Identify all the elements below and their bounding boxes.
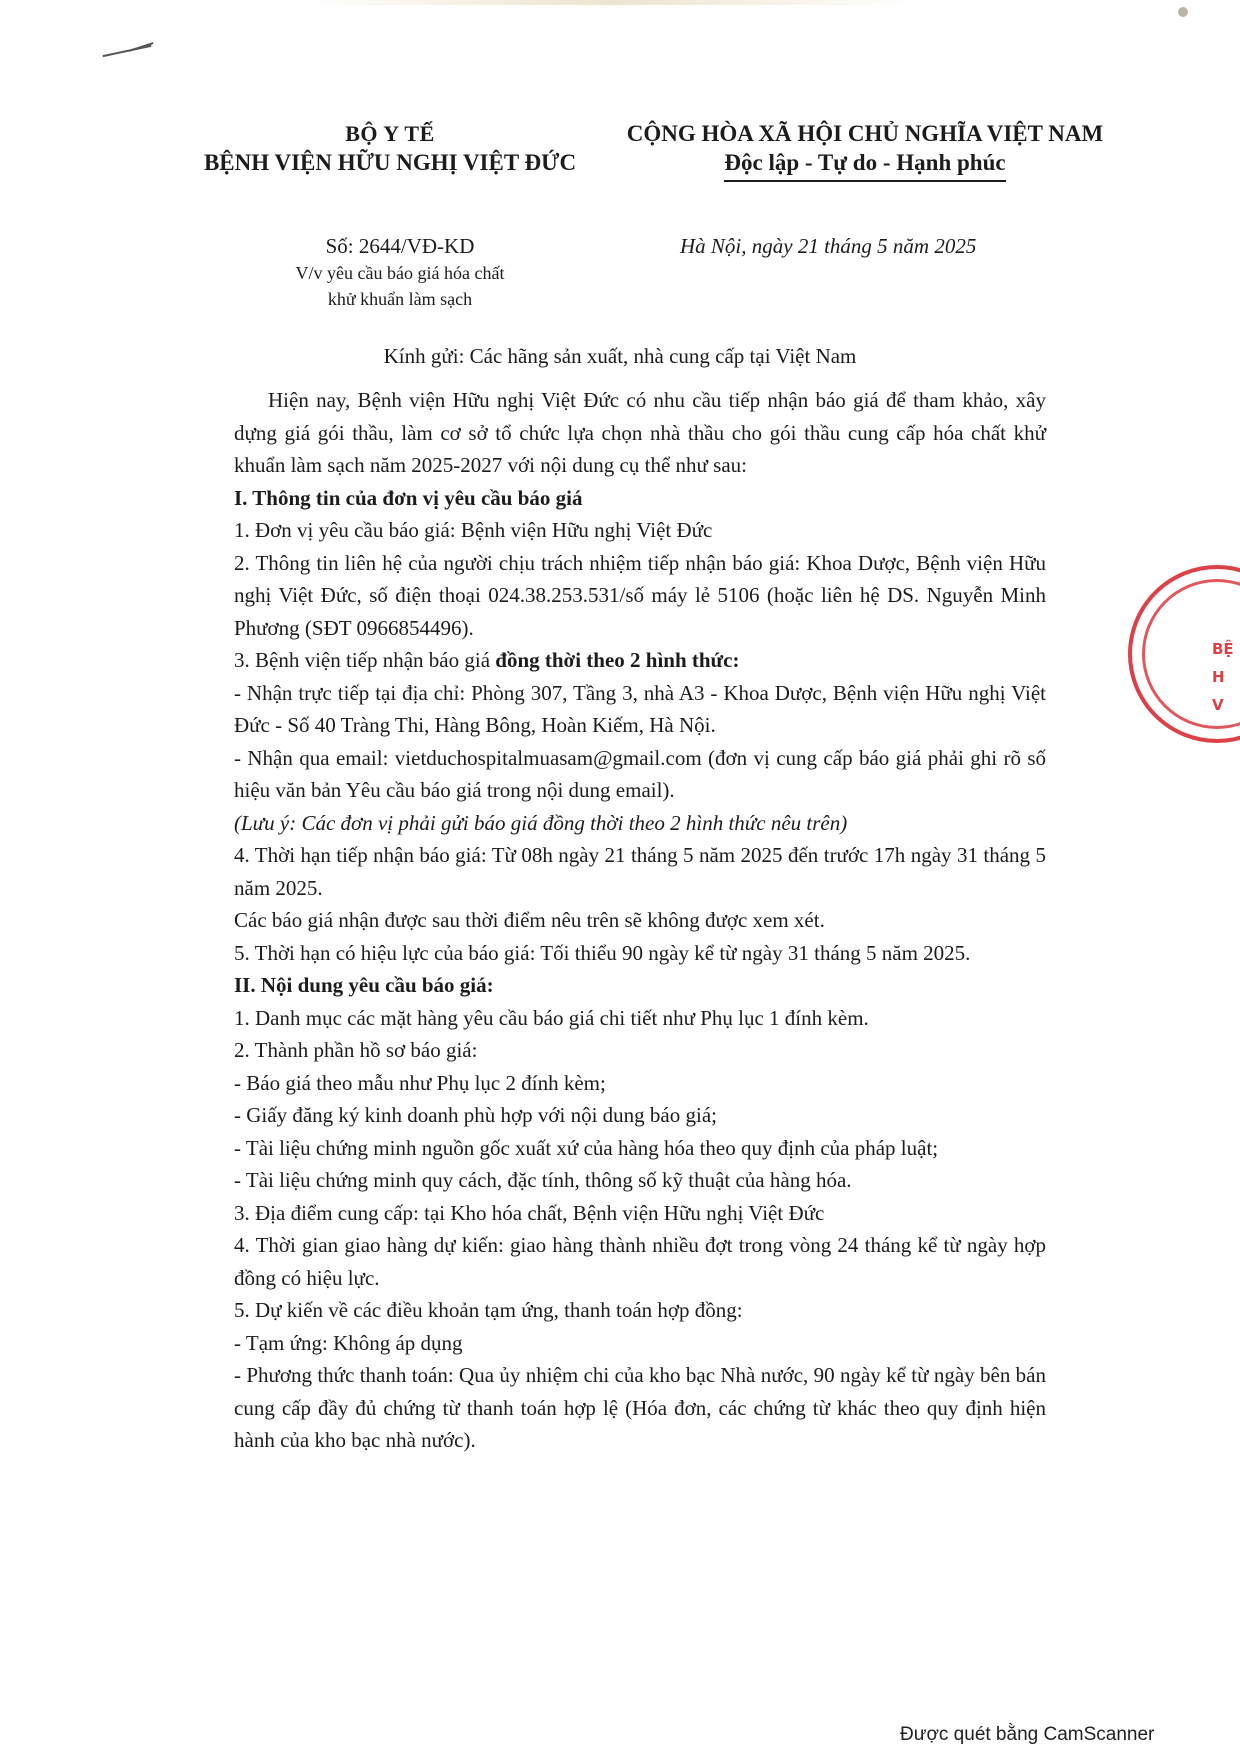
paragraph: - Tài liệu chứng minh quy cách, đặc tính, thông số kỹ thuật của hàng hóa. — [234, 1168, 852, 1192]
paragraph: 2. Thành phần hồ sơ báo giá: — [234, 1038, 478, 1062]
scan-edge — [300, 0, 920, 5]
agency-header — [170, 120, 610, 178]
national-motto: Độc lập - Tự do - Hạnh phúc — [724, 148, 1005, 182]
document-reference — [230, 232, 570, 312]
seal-letter: H — [1212, 668, 1225, 686]
scanner-watermark: Được quét bằng CamScanner — [900, 1724, 1155, 1745]
national-header — [600, 120, 1130, 182]
intro-paragraph: Hiện nay, Bệnh viện Hữu nghị Việt Đức có nhu cầu tiếp nhận báo giá để tham khảo, xây dựng giá gói thầu, làm cơ sở tổ chức lựa chọn nhà thầu cho gói thầu cung cấp hóa chất khử khuẩn làm sạch năm 2025-2027 với nội dung cụ thể như sau: — [234, 388, 1046, 477]
bold-text: đồng thời theo 2 hình thức: — [495, 648, 740, 672]
recipient-line: Kính gửi: Các hãng sản xuất, nhà cung cấp tại Việt Nam — [383, 344, 857, 368]
document-subject: khử khuẩn làm sạch — [327, 289, 473, 309]
country-name: CỘNG HÒA XÃ HỘI CHỦ NGHĨA VIỆT NAM — [626, 121, 1104, 146]
paragraph: 1. Đơn vị yêu cầu báo giá: Bệnh viện Hữu nghị Việt Đức — [234, 518, 713, 542]
paragraph: - Tài liệu chứng minh nguồn gốc xuất xứ của hàng hóa theo quy định của pháp luật; — [234, 1135, 939, 1160]
ministry-name: BỘ Y TẾ — [345, 121, 435, 146]
section-heading: II. Nội dung yêu cầu báo giá: — [234, 973, 494, 997]
paragraph: - Báo giá theo mẫu như Phụ lục 2 đính kèm; — [234, 1070, 606, 1095]
document-date: Hà Nội, ngày 21 tháng 5 năm 2025 — [680, 234, 977, 258]
note-paragraph: (Lưu ý: Các đơn vị phải gửi báo giá đồng thời theo 2 hình thức nêu trên) — [234, 810, 848, 835]
document-number: Số: 2644/VĐ-KD — [325, 234, 475, 258]
document-body — [234, 384, 1046, 1457]
paragraph: 3. Địa điểm cung cấp: tại Kho hóa chất, Bệnh viện Hữu nghị Việt Đức — [234, 1200, 825, 1225]
paragraph: 4. Thời gian giao hàng dự kiến: giao hàng thành nhiều đợt trong vòng 24 tháng kể từ ngày hợp đồng có hiệu lực. — [234, 1233, 1046, 1290]
paragraph — [234, 644, 1046, 677]
paragraph: 5. Dự kiến về các điều khoản tạm ứng, thanh toán hợp đồng: — [234, 1298, 743, 1322]
hospital-name: BỆNH VIỆN HỮU NGHỊ VIỆT ĐỨC — [203, 150, 577, 175]
document-subject: V/v yêu cầu báo giá hóa chất — [295, 263, 505, 283]
paragraph: Các báo giá nhận được sau thời điểm nêu trên sẽ không được xem xét. — [234, 908, 825, 932]
seal-letter: BỆ — [1212, 640, 1234, 658]
text-span: 3. Bệnh viện tiếp nhận báo giá — [234, 648, 496, 672]
paragraph: 2. Thông tin liên hệ của người chịu trách nhiệm tiếp nhận báo giá: Khoa Dược, Bệnh viện Hữu nghị Việt Đức, số điện thoại 024.38.253.531/số máy lẻ 5106 (hoặc liên hệ DS. Nguyễn Minh Phương (SĐT 0966854496). — [234, 550, 1046, 640]
paragraph: - Nhận trực tiếp tại địa chỉ: Phòng 307, Tầng 3, nhà A3 - Khoa Dược, Bệnh viện Hữu nghị Việt Đức - Số 40 Tràng Thi, Hàng Bông, Hoàn Kiếm, Hà Nội. — [234, 680, 1046, 737]
paragraph: 4. Thời hạn tiếp nhận báo giá: Từ 08h ngày 21 tháng 5 năm 2025 đến trước 17h ngày 31 tháng 5 năm 2025. — [234, 843, 1046, 900]
paragraph: 5. Thời hạn có hiệu lực của báo giá: Tối thiểu 90 ngày kể từ ngày 31 tháng 5 năm 2025. — [234, 940, 971, 965]
paragraph: - Nhận qua email: vietduchospitalmuasam@gmail.com (đơn vị cung cấp báo giá phải ghi rõ số hiệu văn bản Yêu cầu báo giá trong nội dung email). — [234, 745, 1046, 802]
seal-letter: V — [1212, 696, 1224, 714]
paragraph: - Phương thức thanh toán: Qua ủy nhiệm chi của kho bạc Nhà nước, 90 ngày kể từ ngày bên bán cung cấp đầy đủ chứng từ thanh toán hợp lệ (Hóa đơn, các chứng từ khác theo quy định hiện hành của kho bạc nhà nước). — [234, 1363, 1046, 1452]
paragraph: - Giấy đăng ký kinh doanh phù hợp với nội dung báo giá; — [234, 1103, 717, 1127]
paragraph: 1. Danh mục các mặt hàng yêu cầu báo giá chi tiết như Phụ lục 1 đính kèm. — [234, 1005, 869, 1030]
paragraph: - Tạm ứng: Không áp dụng — [234, 1330, 463, 1355]
scan-dot — [1178, 7, 1188, 17]
section-heading: I. Thông tin của đơn vị yêu cầu báo giá — [234, 485, 583, 510]
